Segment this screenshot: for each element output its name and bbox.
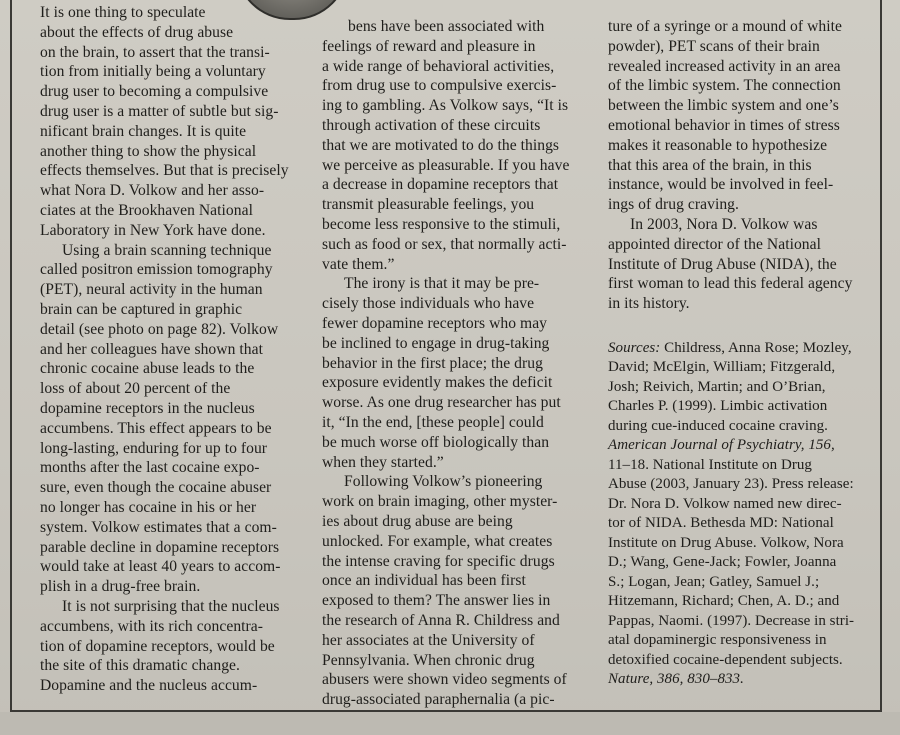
text-line: plish in a drug-free brain. xyxy=(40,578,201,596)
sources-line: during cue-induced cocaine craving. xyxy=(608,417,828,434)
text-line: accumbens, with its rich concentra- xyxy=(40,617,264,635)
text-line: parable decline in dopamine receptors xyxy=(40,538,280,556)
text-line: from drug use to compulsive exercis- xyxy=(322,77,557,95)
text-line: sure, even though the cocaine abuser xyxy=(40,479,272,497)
text-line: It is not surprising that the nucleus xyxy=(62,597,280,615)
sources-label: Sources: xyxy=(608,339,661,356)
text-line: in its history. xyxy=(608,295,690,313)
page-bottom-strip xyxy=(0,712,900,735)
sources-line: David; McElgin, William; Fitzgerald, xyxy=(608,359,836,376)
text-line: bens have been associated with xyxy=(348,18,545,35)
text-column-3 xyxy=(608,17,878,690)
sources-line: Josh; Reivich, Martin; and O’Brian, xyxy=(608,378,826,395)
text-line: and her colleagues have shown that xyxy=(40,340,263,358)
text-line: cisely those individuals who have xyxy=(322,295,535,313)
text-line: the site of this dramatic change. xyxy=(40,657,240,675)
sources-line: atal dopaminergic responsiveness in xyxy=(608,632,827,649)
sources-line: Charles P. (1999). Limbic activation xyxy=(608,398,828,415)
text-line: would take at least 40 years to accom- xyxy=(40,558,281,576)
text-line: Following Volkow’s pioneering xyxy=(344,473,543,491)
sources-first-line: Childress, Anna Rose; Mozley, xyxy=(660,339,852,356)
text-line: revealed increased activity in an area xyxy=(608,57,841,75)
text-line: what Nora D. Volkow and her asso- xyxy=(40,182,265,200)
text-line: powder), PET scans of their brain xyxy=(608,37,820,55)
text-line: drug-associated paraphernalia (a pic- xyxy=(322,691,555,709)
text-line: it, “In the end, [these people] could xyxy=(322,413,544,431)
text-line: a wide range of behavioral activities, xyxy=(322,57,555,75)
text-line: unlocked. For example, what creates xyxy=(322,532,553,550)
text-line: ture of a syringe or a mound of white xyxy=(608,18,842,35)
text-line: exposed to them? The answer lies in xyxy=(322,592,551,610)
text-line: between the limbic system and one’s xyxy=(608,97,839,115)
sources-line: Nature, 386, 830–833. xyxy=(608,671,744,688)
text-line: through activation of these circuits xyxy=(322,116,541,134)
text-line: accumbens. This effect appears to be xyxy=(40,419,272,437)
text-line: vate them.” xyxy=(322,255,395,273)
text-line: The irony is that it may be pre- xyxy=(344,275,540,293)
text-line: her associates at the University of xyxy=(322,631,535,649)
column-3-body xyxy=(608,17,878,314)
text-column-1 xyxy=(40,3,308,696)
text-line: such as food or sex, that normally acti- xyxy=(322,235,567,253)
text-line: we perceive as pleasurable. If you have xyxy=(322,156,570,174)
sources-line: Hitzemann, Richard; Chen, A. D.; and xyxy=(608,593,840,610)
text-line: drug user is a matter of subtle but sig- xyxy=(40,102,279,120)
text-line: Using a brain scanning technique xyxy=(62,241,272,259)
text-line: called positron emission tomography xyxy=(40,261,273,279)
text-line: nificant brain changes. It is quite xyxy=(40,122,247,140)
text-line: effects themselves. But that is precisely xyxy=(40,162,289,180)
text-line: fewer dopamine receptors who may xyxy=(322,314,548,332)
text-line: that this area of the brain, in this xyxy=(608,156,812,174)
text-line: emotional behavior in times of stress xyxy=(608,116,840,134)
sources-line: Institute on Drug Abuse. Volkow, Nora xyxy=(608,534,844,551)
text-line: once an individual has been first xyxy=(322,572,526,590)
text-line: ing to gambling. As Volkow says, “It is xyxy=(322,97,569,115)
text-line: become less responsive to the stimuli, xyxy=(322,215,561,233)
text-line: Institute of Drug Abuse (NIDA), the xyxy=(608,255,837,273)
text-line: be inclined to engage in drug-taking xyxy=(322,334,550,352)
sources-line: Dr. Nora D. Volkow named new direc- xyxy=(608,495,842,512)
text-line: chronic cocaine abuse leads to the xyxy=(40,360,255,378)
text-line: another thing to show the physical xyxy=(40,142,257,160)
text-line: feelings of reward and pleasure in xyxy=(322,37,536,55)
sources-line: American Journal of Psychiatry, 156, xyxy=(608,437,835,454)
sources-citation xyxy=(608,339,878,690)
text-line: In 2003, Nora D. Volkow was xyxy=(630,215,818,233)
sources-line: 11–18. National Institute on Drug xyxy=(608,456,812,473)
text-line: the intense craving for specific drugs xyxy=(322,552,555,570)
text-line: be much worse off biologically than xyxy=(322,433,550,451)
text-line: worse. As one drug researcher has put xyxy=(322,394,561,412)
text-line: It is one thing to speculate xyxy=(40,4,206,21)
text-line: about the effects of drug abuse xyxy=(40,23,234,41)
text-line: ciates at the Brookhaven National xyxy=(40,201,253,219)
text-line: brain can be captured in graphic xyxy=(40,300,243,318)
text-line: transmit pleasurable feelings, you xyxy=(322,196,535,214)
sources-line xyxy=(608,339,878,359)
text-line: tion from initially being a voluntary xyxy=(40,63,266,81)
text-line: abusers were shown video segments of xyxy=(322,671,567,689)
text-line: exposure evidently makes the deficit xyxy=(322,374,553,392)
text-line: loss of about 20 percent of the xyxy=(40,380,231,398)
text-line: first woman to lead this federal agency xyxy=(608,275,853,293)
text-line: ings of drug craving. xyxy=(608,196,739,214)
text-line: ies about drug abuse are being xyxy=(322,512,513,530)
text-line: Dopamine and the nucleus accum- xyxy=(40,677,258,695)
text-line: long-lasting, enduring for up to four xyxy=(40,439,268,457)
text-line: that we are motivated to do the things xyxy=(322,136,560,154)
text-line: drug user to becoming a compulsive xyxy=(40,83,269,101)
text-line: makes it reasonable to hypothesize xyxy=(608,136,828,154)
text-line: work on brain imaging, other myster- xyxy=(322,493,558,511)
text-line: no longer has cocaine in his or her xyxy=(40,498,257,516)
text-line: (PET), neural activity in the human xyxy=(40,281,263,299)
text-line: dopamine receptors in the nucleus xyxy=(40,399,255,417)
sources-line: S.; Logan, Jean; Gatley, Samuel J.; xyxy=(608,573,820,590)
text-line: instance, would be involved in feel- xyxy=(608,176,834,194)
sources-line: Abuse (2003, January 23). Press release: xyxy=(608,476,854,493)
text-line: tion of dopamine receptors, would be xyxy=(40,637,275,655)
text-column-2 xyxy=(322,17,592,710)
text-line: when they started.” xyxy=(322,453,444,471)
text-line: appointed director of the National xyxy=(608,235,822,253)
text-line: months after the last cocaine expo- xyxy=(40,459,260,477)
text-line: behavior in the first place; the drug xyxy=(322,354,543,372)
text-line: of the limbic system. The connection xyxy=(608,77,841,95)
text-line: detail (see photo on page 82). Volkow xyxy=(40,320,279,338)
sources-line: D.; Wang, Gene-Jack; Fowler, Joanna xyxy=(608,554,837,571)
sources-line: detoxified cocaine-dependent subjects. xyxy=(608,651,843,668)
sources-line: Pappas, Naomi. (1997). Decrease in stri- xyxy=(608,612,855,629)
text-line: the research of Anna R. Childress and xyxy=(322,611,560,629)
text-line: system. Volkow estimates that a com- xyxy=(40,518,277,536)
text-line: on the brain, to assert that the transi- xyxy=(40,43,270,61)
sources-line: tor of NIDA. Bethesda MD: National xyxy=(608,515,834,532)
text-line: a decrease in dopamine receptors that xyxy=(322,176,559,194)
text-line: Laboratory in New York have done. xyxy=(40,221,266,239)
text-line: Pennsylvania. When chronic drug xyxy=(322,651,535,669)
